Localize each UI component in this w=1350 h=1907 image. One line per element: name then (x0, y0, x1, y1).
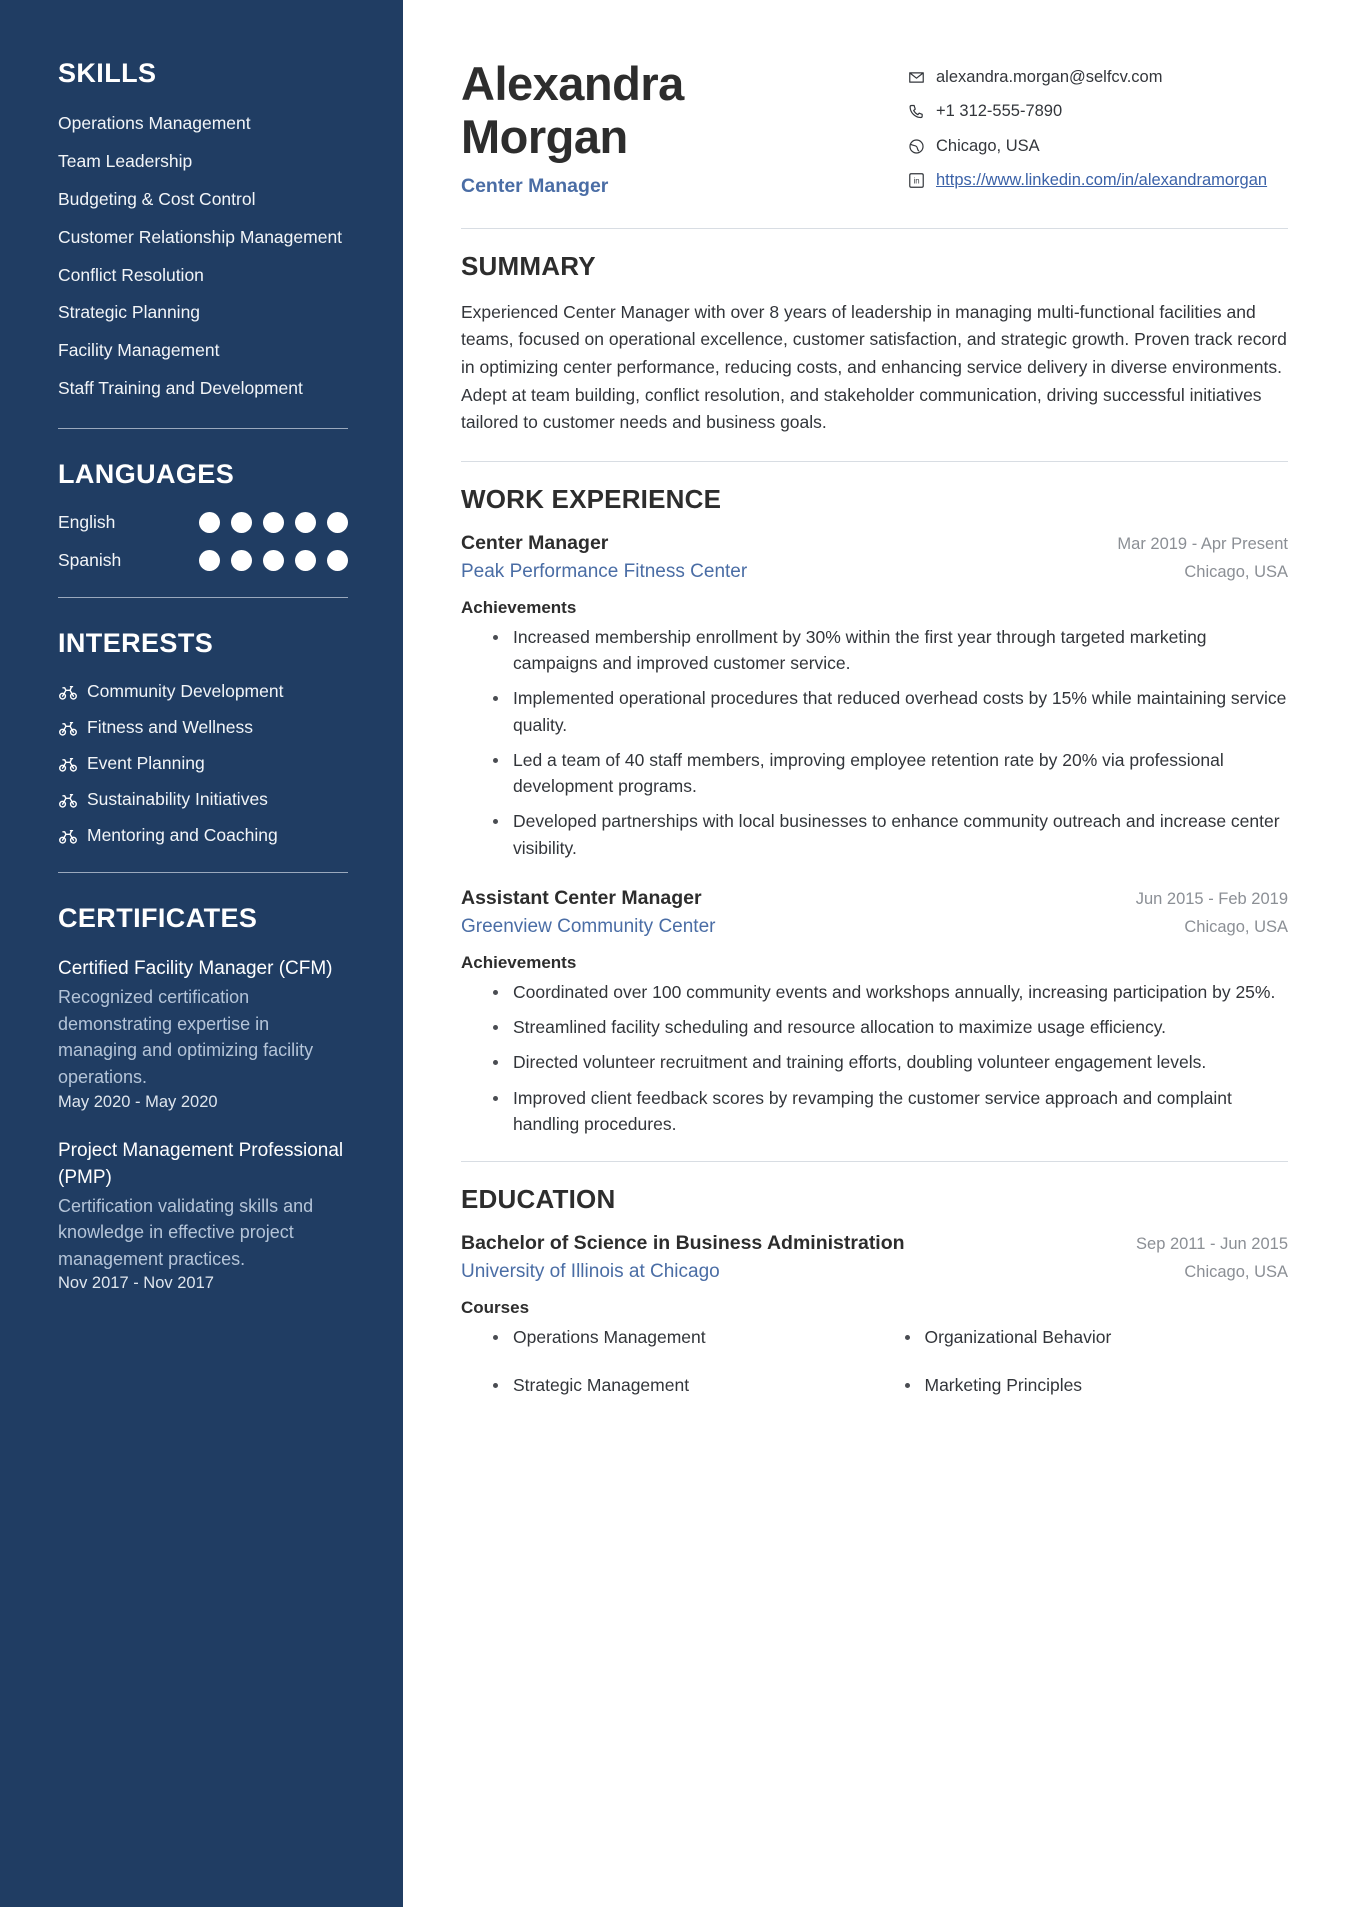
achievement-item: Coordinated over 100 community events and workshops annually, increasing participation by 25%. (489, 979, 1288, 1005)
education-list (461, 1232, 1288, 1421)
level-dot (231, 550, 252, 571)
certificate-item (58, 1138, 348, 1294)
bicycle-icon (58, 826, 78, 846)
interest-label: Community Development (87, 681, 284, 702)
courses-label: Courses (461, 1298, 530, 1318)
contact-row (908, 135, 1288, 158)
education-title: EDUCATION (461, 1184, 616, 1215)
contact-row (908, 66, 1288, 89)
interests-title: INTERESTS (58, 628, 214, 659)
skill-item: Conflict Resolution (58, 264, 204, 285)
certificate-name: Project Management Professional (PMP) (58, 1139, 344, 1188)
contact-text: +1 312-555-7890 (936, 102, 1063, 121)
certificates-section (58, 903, 348, 1293)
interest-row (58, 681, 348, 702)
divider-header-summary (461, 228, 1288, 229)
certificates-title: CERTIFICATES (58, 903, 258, 934)
language-row (58, 550, 348, 571)
interest-row (58, 717, 348, 738)
work-date: Mar 2019 - Apr Present (1117, 534, 1288, 553)
achievement-item: Developed partnerships with local businesses to enhance community outreach and increase center visibility. (489, 808, 1288, 861)
language-row (58, 512, 348, 533)
work-experience-title: WORK EXPERIENCE (461, 483, 722, 514)
contact-text: alexandra.morgan@selfcv.com (936, 68, 1163, 86)
contact-list (908, 58, 1288, 204)
level-dot (327, 512, 348, 533)
certificate-description: Certification validating skills and knowledge in effective project management practices. (58, 1195, 314, 1269)
level-dot (263, 550, 284, 571)
achievement-item: Directed volunteer recruitment and training efforts, doubling volunteer engagement levels. (489, 1049, 1288, 1075)
course-item: Organizational Behavior (901, 1324, 1289, 1350)
bicycle-icon (58, 682, 78, 702)
course-item: Strategic Management (489, 1372, 877, 1398)
skills-list (58, 111, 348, 402)
achievement-item: Led a team of 40 staff members, improving employee retention rate by 20% via professional development programs. (489, 747, 1288, 800)
skill-item: Budgeting & Cost Control (58, 188, 256, 209)
course-item: Operations Management (489, 1324, 877, 1350)
work-location: Chicago, USA (1184, 917, 1288, 936)
level-dot (327, 550, 348, 571)
education-section (461, 1184, 1288, 1421)
divider-languages-interests (58, 597, 348, 598)
skill-item: Operations Management (58, 113, 251, 133)
work-role: Assistant Center Manager (461, 886, 702, 909)
bicycle-icon (58, 718, 78, 738)
bicycle-icon (58, 754, 78, 774)
skill-item: Team Leadership (58, 150, 193, 171)
phone-icon (908, 103, 925, 120)
languages-title: LANGUAGES (58, 459, 235, 490)
level-dot (199, 550, 220, 571)
interests-list (58, 681, 348, 846)
work-experience-list (461, 532, 1288, 1137)
level-dot (295, 550, 316, 571)
interest-row (58, 753, 348, 774)
achievement-item: Streamlined facility scheduling and resource allocation to maximize usage efficiency. (489, 1014, 1288, 1040)
courses-list (489, 1324, 1288, 1421)
level-dot (199, 512, 220, 533)
work-role: Center Manager (461, 531, 609, 554)
language-name: Spanish (58, 550, 122, 571)
achievements-label: Achievements (461, 597, 577, 617)
certificate-name: Certified Facility Manager (CFM) (58, 958, 333, 980)
summary-title: SUMMARY (461, 250, 596, 281)
skills-section (58, 58, 348, 402)
achievement-item: Implemented operational procedures that reduced overhead costs by 15% while maintaining service quality. (489, 685, 1288, 738)
contact-row (908, 100, 1288, 123)
level-dot (295, 512, 316, 533)
education-school: University of Illinois at Chicago (461, 1261, 720, 1283)
contact-link[interactable]: https://www.linkedin.com/in/alexandramorgan (936, 171, 1268, 190)
education-degree: Bachelor of Science in Business Administration (461, 1232, 905, 1255)
interest-label: Fitness and Wellness (87, 717, 254, 738)
language-name: English (58, 512, 116, 533)
course-item: Marketing Principles (901, 1372, 1289, 1398)
contact-text: Chicago, USA (936, 136, 1040, 155)
work-entry (461, 887, 1288, 1137)
globe-icon (908, 138, 925, 155)
svg-text:in: in (913, 176, 920, 186)
work-entry-header (461, 532, 1288, 555)
skill-item: Customer Relationship Management (58, 226, 343, 247)
divider-work-education (461, 1161, 1288, 1162)
summary-section (461, 251, 1288, 437)
divider-interests-certificates (58, 872, 348, 873)
job-title: Center Manager (461, 175, 609, 198)
divider-skills-languages (58, 428, 348, 429)
education-entry-subheader (461, 1261, 1288, 1283)
bicycle-icon (58, 790, 78, 810)
interest-label: Mentoring and Coaching (87, 825, 278, 846)
work-entry-header (461, 887, 1288, 910)
skill-item: Staff Training and Development (58, 378, 303, 399)
skill-item: Facility Management (58, 340, 220, 361)
interests-section (58, 628, 348, 846)
achievement-item: Increased membership enrollment by 30% within the first year through targeted marketing campaigns and improved customer service. (489, 624, 1288, 677)
language-level-dots (199, 512, 348, 533)
certificate-description: Recognized certification demonstrating expertise in managing and optimizing facility operations. (58, 987, 314, 1087)
level-dot (231, 512, 252, 533)
work-entry (461, 532, 1288, 861)
page-title: Alexandra Morgan (461, 57, 684, 163)
languages-section (58, 459, 348, 571)
education-entry (461, 1232, 1288, 1421)
skills-title: SKILLS (58, 58, 157, 88)
work-entry-subheader (461, 561, 1288, 583)
work-organization: Greenview Community Center (461, 915, 716, 937)
education-date: Sep 2011 - Jun 2015 (1136, 1235, 1288, 1254)
work-organization: Peak Performance Fitness Center (461, 560, 748, 582)
contact-row[interactable] (908, 169, 1288, 192)
interest-row (58, 825, 348, 846)
achievements-list (489, 979, 1288, 1137)
work-experience-section (461, 484, 1288, 1137)
identity-block (461, 58, 791, 198)
education-entry-header (461, 1232, 1288, 1255)
summary-text: Experienced Center Manager with over 8 years of leadership in managing multi-functional facilities and teams, focused on operational excellence, customer satisfaction, and strategic growth. Proven track record in optimizing center performance, reducing costs, and enhancing service delivery in diverse environments. Adept at team building, conflict resolution, and stakeholder communication, driving successful initiatives tailored to customer needs and business goals. (461, 301, 1287, 433)
work-location: Chicago, USA (1184, 562, 1288, 581)
interest-label: Sustainability Initiatives (87, 789, 268, 810)
work-entry-subheader (461, 916, 1288, 938)
certificates-list (58, 956, 348, 1293)
certificate-date: May 2020 - May 2020 (58, 1092, 218, 1111)
envelope-icon (908, 69, 925, 86)
sidebar (0, 0, 403, 1907)
education-location: Chicago, USA (1184, 1263, 1288, 1282)
resume-header (461, 58, 1288, 204)
language-level-dots (199, 550, 348, 571)
skill-item: Strategic Planning (58, 302, 201, 323)
interest-row (58, 789, 348, 810)
languages-list (58, 512, 348, 571)
level-dot (263, 512, 284, 533)
achievement-item: Improved client feedback scores by revamping the customer service approach and complaint handling procedures. (489, 1085, 1288, 1138)
divider-summary-work (461, 461, 1288, 462)
work-date: Jun 2015 - Feb 2019 (1135, 889, 1288, 908)
certificate-item (58, 956, 348, 1111)
achievements-label: Achievements (461, 952, 577, 972)
achievements-list (489, 624, 1288, 861)
interest-label: Event Planning (87, 753, 205, 774)
certificate-date: Nov 2017 - Nov 2017 (58, 1274, 214, 1293)
main-content (403, 0, 1350, 1907)
linkedin-icon (908, 172, 925, 189)
